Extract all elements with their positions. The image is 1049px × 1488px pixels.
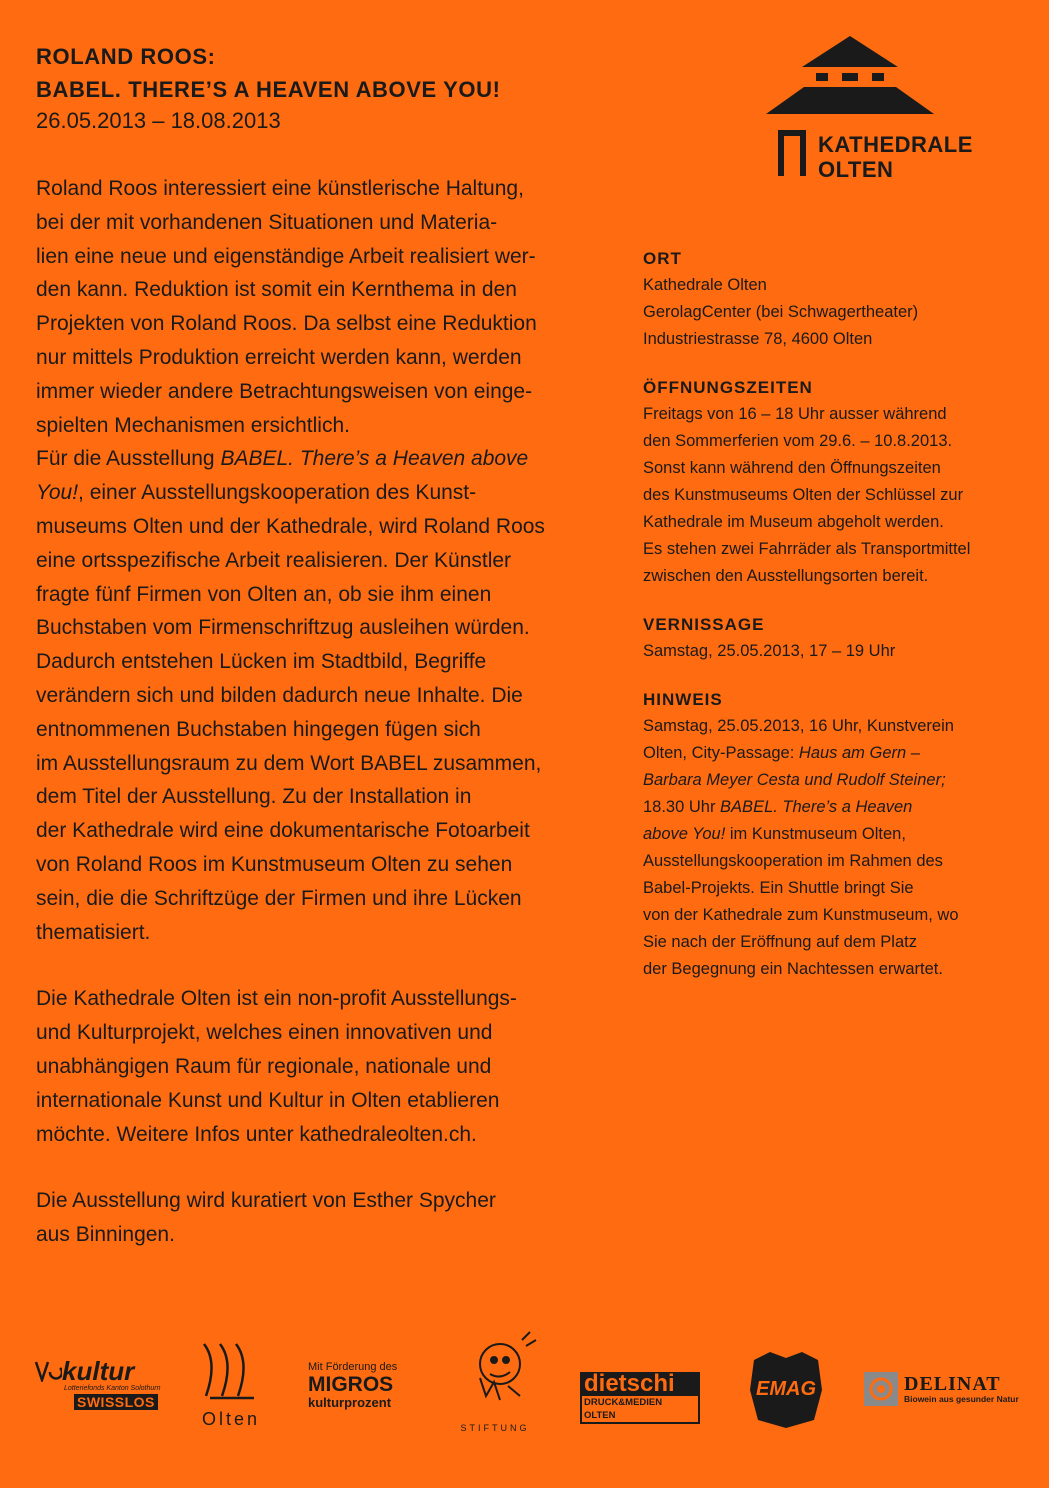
kultur-word: kultur (62, 1356, 135, 1386)
paragraph-1 (36, 172, 636, 442)
text-line: Buchstaben vom Firmenschriftzug ausleihen würden. (36, 616, 530, 640)
kultur-subtitle: Lotteriefonds Kanton Solothurn (64, 1385, 161, 1392)
info-line: zwischen den Ausstellungsorten bereit. (643, 567, 929, 585)
kultur-swisslos-logo (34, 1358, 164, 1412)
paragraph-4 (36, 1184, 636, 1252)
stiftung-wordmark: STIFTUNG (460, 1423, 530, 1433)
text-line: im Ausstellungsraum zu dem Wort BABEL zusammen, (36, 751, 542, 775)
info-sidebar (643, 246, 1038, 1005)
text-run: Olten, City-Passage: (643, 744, 799, 762)
emag-logo (746, 1350, 826, 1430)
stiftung-logo (450, 1330, 540, 1433)
stiftung-face-icon (450, 1330, 540, 1418)
text-run: Für die Ausstellung (36, 447, 221, 471)
text-line: bei der mit vorhandenen Situationen und Materia- (36, 210, 498, 234)
text-line: Dadurch entstehen Lücken im Stadtbild, Begriffe (36, 650, 487, 674)
text-line: Die Ausstellung wird kuratiert von Esther Spycher (36, 1189, 496, 1213)
delinat-logo (864, 1374, 1024, 1404)
exhibition-title-italic: BABEL. There’s a Heaven above (220, 447, 529, 471)
event-title-italic: Haus am Gern – (798, 744, 920, 762)
delinat-subtitle: Biowein aus gesunder Natur (904, 1394, 1019, 1404)
text-line: möchte. Weitere Infos unter kathedraleolten.ch. (36, 1122, 477, 1146)
section-heading: ÖFFNUNGSZEITEN (643, 378, 813, 397)
text-line: den kann. Reduktion ist somit ein Kernthema in den (36, 278, 517, 302)
section-heading: HINWEIS (643, 690, 723, 709)
paragraph-2 (36, 442, 636, 949)
info-line: Samstag, 25.05.2013, 17 – 19 Uhr (643, 642, 896, 660)
kultur-wordmark (34, 1358, 164, 1384)
info-line: Kathedrale im Museum abgeholt werden. (643, 513, 944, 531)
event-title-italic: above You! (643, 825, 726, 843)
text-run: 18.30 Uhr (643, 798, 721, 816)
text-line: von Roland Roos im Kunstmuseum Olten zu sehen (36, 852, 513, 876)
kathedrale-olten-logo (764, 34, 994, 184)
section-oeffnungszeiten (643, 375, 1038, 590)
text-run: im Kunstmuseum Olten, (725, 825, 906, 843)
event-title-italic: BABEL. There’s a Heaven (720, 798, 913, 816)
text-line: Die Kathedrale Olten ist ein non-profit Ausstellungs- (36, 987, 517, 1011)
text-line: museums Olten und der Kathedrale, wird Roland Roos (36, 514, 545, 538)
text-line: lien eine neue und eigenständige Arbeit realisiert wer- (36, 244, 536, 268)
info-line (643, 794, 1038, 821)
text-line: entnommenen Buchstaben hingegen fügen sich (36, 717, 481, 741)
section-hinweis (643, 687, 1038, 983)
info-line: Industriestrasse 78, 4600 Olten (643, 330, 873, 348)
text-line (36, 442, 636, 476)
swisslos-wordmark: SWISSLOS (74, 1394, 158, 1410)
section-heading: ORT (643, 249, 682, 268)
title-line-1: ROLAND ROOS: (36, 44, 216, 69)
delinat-wordmark: DELINAT (904, 1373, 1001, 1395)
info-line: von der Kathedrale zum Kunstmuseum, wo (643, 906, 959, 924)
header (36, 40, 676, 136)
emag-wordmark: EMAG (756, 1378, 816, 1400)
paragraph-3 (36, 982, 636, 1151)
sponsor-logos (30, 1330, 1030, 1440)
title-line-2: BABEL. THERE’S A HEAVEN ABOVE YOU! (36, 77, 501, 102)
dietschi-subtitle: DRUCK&MEDIEN OLTEN (580, 1396, 700, 1424)
delinat-snail-icon (864, 1372, 898, 1406)
logo-wordmark (818, 132, 973, 182)
info-line: Samstag, 25.05.2013, 16 Uhr, Kunstverein (643, 717, 954, 735)
text-line: immer wieder andere Betrachtungsweisen von einge- (36, 379, 533, 403)
info-line: des Kunstmuseums Olten der Schlüssel zur (643, 486, 964, 504)
olten-wordmark: Olten (201, 1409, 261, 1429)
exhibition-title-italic: You! (36, 481, 79, 505)
text-line: eine ortsspezifische Arbeit realisieren. Der Künstler (36, 548, 512, 572)
text-line: nur mittels Produktion erreicht werden kann, werden (36, 345, 522, 369)
text-line: aus Binningen. (36, 1223, 175, 1247)
info-line: Ausstellungskooperation im Rahmen des (643, 852, 943, 870)
text-line: internationale Kunst und Kultur in Olten etablieren (36, 1088, 500, 1112)
dietschi-wordmark: dietschi (580, 1372, 700, 1396)
event-title-italic: Barbara Meyer Cesta und Rudolf Steiner; (643, 771, 946, 789)
logo-line-2: OLTEN (818, 157, 894, 182)
info-line: Babel-Projekts. Ein Shuttle bringt Sie (643, 879, 914, 897)
info-line: Freitags von 16 – 18 Uhr ausser während (643, 405, 947, 423)
info-line (643, 821, 1038, 848)
text-line: und Kulturprojekt, welches einen innovativen und (36, 1021, 493, 1045)
info-line: den Sommerferien vom 29.6. – 10.8.2013. (643, 432, 953, 450)
info-line (643, 740, 1038, 767)
text-line: thematisiert. (36, 920, 151, 944)
olten-arches-icon (196, 1340, 266, 1402)
main-text (36, 172, 636, 1252)
text-line: unabhängigen Raum für regionale, nationale und (36, 1054, 492, 1078)
info-line: GerolagCenter (bei Schwagertheater) (643, 303, 919, 321)
logo-line-1: KATHEDRALE (818, 132, 973, 157)
migros-subtitle: kulturprozent (308, 1395, 392, 1410)
kultur-swirl-icon (34, 1360, 62, 1382)
text-line: Projekten von Roland Roos. Da selbst eine Reduktion (36, 312, 537, 336)
info-line: Sonst kann während den Öffnungszeiten (643, 459, 941, 477)
migros-wordmark: MIGROS (308, 1373, 394, 1396)
info-line: der Begegnung ein Nachtessen erwartet. (643, 960, 943, 978)
exhibition-dates: 26.05.2013 – 18.08.2013 (36, 108, 281, 133)
text-line: verändern sich und bilden dadurch neue Inhalte. Die (36, 683, 523, 707)
text-line: Roland Roos interessiert eine künstlerische Haltung, (36, 177, 524, 200)
dietschi-logo (580, 1372, 700, 1424)
olten-city-logo (196, 1340, 266, 1430)
info-line: Es stehen zwei Fahrräder als Transportmittel (643, 540, 971, 558)
text-line: fragte fünf Firmen von Olten an, ob sie ihm einen (36, 582, 492, 606)
text-line (36, 476, 636, 510)
section-ort (643, 246, 1038, 353)
text-line: dem Titel der Ausstellung. Zu der Installation in (36, 785, 472, 809)
section-heading: VERNISSAGE (643, 615, 765, 634)
migros-pretext: Mit Förderung des (308, 1361, 398, 1373)
text-line: der Kathedrale wird eine dokumentarische Fotoarbeit (36, 819, 530, 843)
text-run: , einer Ausstellungskooperation des Kunst- (78, 481, 477, 505)
section-vernissage (643, 612, 1038, 665)
info-line: Sie nach der Eröffnung auf dem Platz (643, 933, 917, 951)
text-line: spielten Mechanismen ersichtlich. (36, 413, 350, 437)
info-line (643, 767, 1038, 794)
text-line: sein, die die Schriftzüge der Firmen und ihre Lücken (36, 886, 522, 910)
info-line: Kathedrale Olten (643, 276, 767, 294)
migros-kulturprozent-logo (308, 1360, 428, 1410)
